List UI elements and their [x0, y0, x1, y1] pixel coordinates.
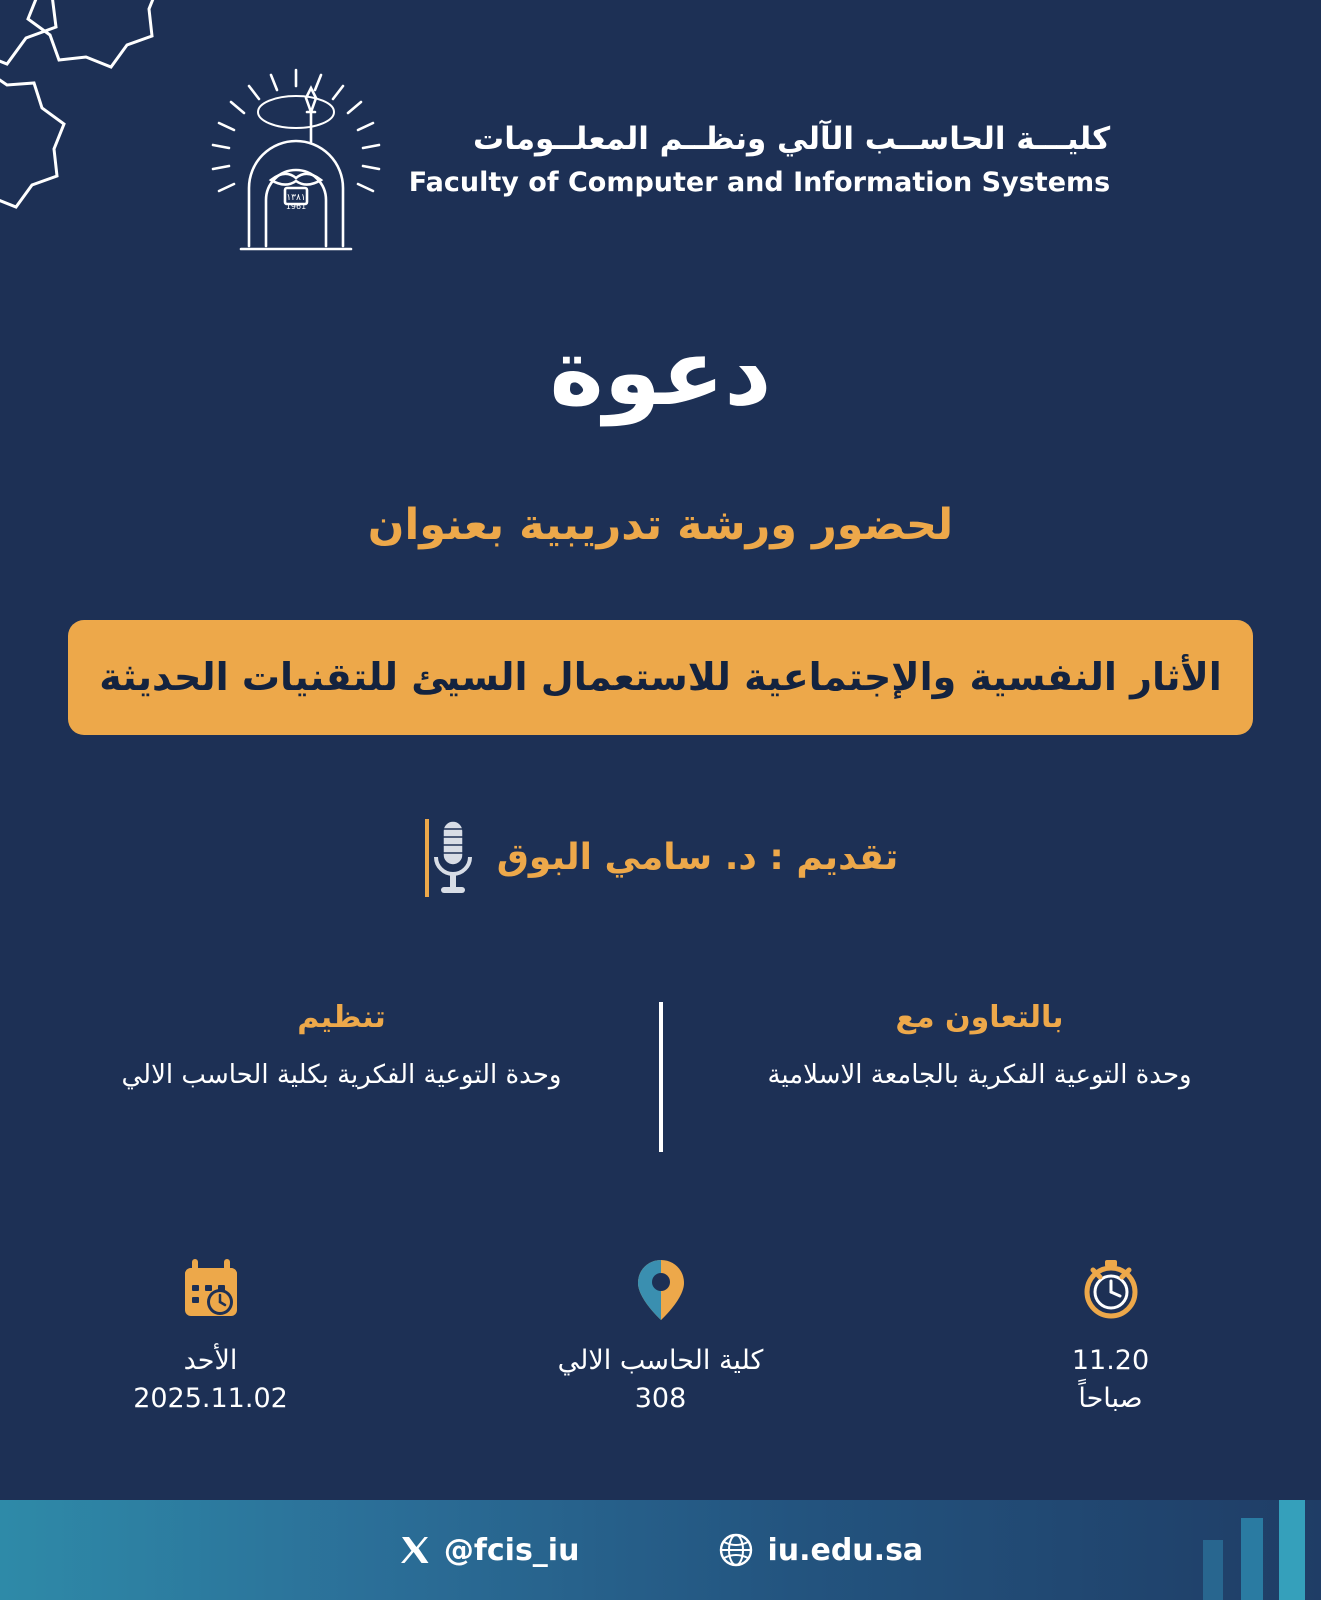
- organizer-name: وحدة التوعية الفكرية بكلية الحاسب الالي: [121, 1060, 562, 1090]
- faculty-names: [409, 119, 1110, 201]
- website-url: iu.edu.sa: [767, 1532, 924, 1568]
- svg-text:١٣٨١: ١٣٨١: [286, 192, 306, 203]
- collaborator-name: وحدة التوعية الفكرية بالجامعة الاسلامية: [767, 1060, 1192, 1090]
- svg-text:1961: 1961: [285, 201, 306, 211]
- detail-date: [86, 1258, 336, 1418]
- invitation-word-block: [0, 318, 1321, 448]
- speaker-row: [0, 810, 1321, 905]
- organizers-section: [0, 1000, 1321, 1160]
- calendar-icon: [179, 1258, 243, 1322]
- date-value: 2025.11.02: [133, 1382, 288, 1414]
- location-building: كلية الحاسب الالي: [557, 1345, 764, 1376]
- poster-footer: [0, 1500, 1321, 1600]
- collaborator-heading: بالتعاون مع: [895, 1000, 1064, 1035]
- footer-website[interactable]: [719, 1533, 923, 1568]
- workshop-title-banner: [68, 620, 1253, 735]
- faculty-name-english: Faculty of Computer and Information Systems: [408, 166, 1111, 198]
- organizers-divider: [659, 1002, 663, 1152]
- footer-decorative-bars: [1091, 1500, 1321, 1600]
- footer-social[interactable]: [398, 1533, 580, 1568]
- islamic-university-logo: [211, 68, 381, 253]
- invitation-subtitle: لحضور ورشة تدريبية بعنوان: [367, 500, 954, 550]
- speaker-name: تقديم : د. سامي البوق: [496, 837, 899, 878]
- clock-icon: [1079, 1258, 1143, 1322]
- workshop-title: الأثار النفسية والإجتماعية للاستعمال السيئ للتقنيات الحديثة: [99, 655, 1222, 699]
- invitation-word-text: دعوة: [549, 319, 772, 426]
- invitation-word: [531, 318, 789, 428]
- date-day: الأحد: [183, 1345, 238, 1376]
- location-room: 308: [634, 1382, 687, 1414]
- detail-time: [986, 1258, 1236, 1418]
- poster-header: [0, 60, 1321, 260]
- time-period: صباحاً: [1078, 1382, 1143, 1414]
- social-handle: @fcis_iu: [443, 1532, 580, 1568]
- organizer-heading: تنظيم: [297, 1000, 386, 1035]
- organizer-main: [24, 1000, 658, 1095]
- organizer-collaborator: [663, 1000, 1297, 1095]
- microphone-icon: [423, 813, 479, 903]
- detail-location: [536, 1258, 786, 1418]
- faculty-name-arabic: كليـــة الحاســب الآلي ونظــم المعلــومات: [473, 120, 1111, 157]
- location-pin-icon: [629, 1258, 693, 1322]
- x-twitter-icon: [398, 1534, 430, 1566]
- time-value: 11.20: [1071, 1345, 1150, 1376]
- globe-icon: [719, 1533, 753, 1567]
- event-details: [0, 1258, 1321, 1418]
